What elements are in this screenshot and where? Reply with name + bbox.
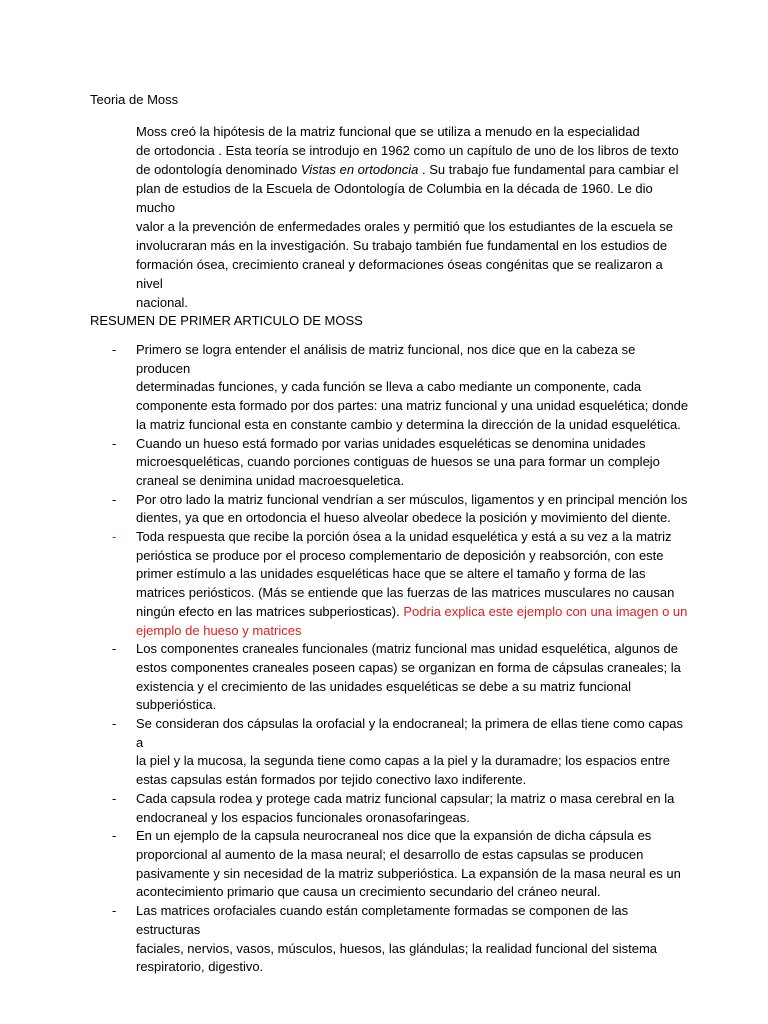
review-comment: Podria explica este ejemplo con una imagen o un ejemplo de hueso y matrices [136, 603, 688, 638]
bullet-text: En un ejemplo de la capsula neurocraneal nos dice que la expansión de dicha cápsula es proporcional al aumento de la masa neural; el desarrollo de estas capsulas se producen pasivamente y sin necesidad de la matriz subperióstica. La expansión de la masa neural es un acontecimiento primario que causa un crecimiento secundario del cráneo neural. [136, 828, 681, 900]
list-item [90, 640, 690, 715]
bullet-text: Primero se logra entender el análisis de matriz funcional, nos dice que en la cabeza se producen determinadas funciones, y cada función se lleva a cabo mediante un componente, cada componente esta formado por dos partes: una matriz funcional y una unidad esquelética; donde la matriz funcional esta en constante cambio y determina la dirección de la unidad esquelética. [136, 342, 689, 432]
list-item-commented [90, 528, 690, 640]
bullet-dash: - [112, 790, 117, 806]
list-item [90, 827, 690, 902]
list-item [90, 435, 690, 491]
intro-line-3-end: . Su trabajo fue fundamental para cambiar el [418, 162, 679, 177]
bullet-text: Se consideran dos cápsulas la orofacial y la endocraneal; la primera de ellas tiene como capas a la piel y la mucosa, la segunda tiene como capas a la piel y la duramadre; los espacios entre estas capsulas están formados por tejido conectivo laxo indiferente. [136, 716, 684, 788]
summary-list [90, 341, 690, 977]
list-item [90, 715, 690, 790]
bullet-text: Los componentes craneales funcionales (matriz funcional mas unidad esquelética, algunos de estos componentes craneales poseen capas) se organizan en forma de cápsulas craneales; la existencia y el crecimiento de las unidades esqueléticas se debe a su matriz funcional subperióstica. [136, 641, 681, 713]
bullet-text: Cada capsula rodea y protege cada matriz funcional capsular; la matriz o masa cerebral en la endocraneal y los espacios funcionales oronasofaringeas. [136, 790, 675, 825]
bullet-dash: - [112, 529, 117, 545]
list-item [90, 491, 690, 528]
bullet-text: Por otro lado la matriz funcional vendrían a ser músculos, ligamentos y en principal mención los dientes, ya que en ortodoncia el hueso alveolar obedece la posición y movimiento del diente. [136, 491, 688, 526]
intro-line-3-start: de odontología denominado [136, 162, 301, 177]
bullet-dash: - [112, 716, 117, 732]
intro-line-2: de ortodoncia . Esta teoría se introdujo en 1962 como un capítulo de uno de los libros de texto [136, 143, 679, 158]
bullet-text: Las matrices orofaciales cuando están completamente formadas se componen de las estructuras faciales, nervios, vasos, músculos, huesos, las glándulas; la realidad funcional del sistema respiratorio, digestivo. [136, 903, 657, 975]
intro-line-1: Moss creó la hipótesis de la matriz funcional que se utiliza a menudo en la especialidad [136, 124, 640, 139]
intro-paragraph [136, 122, 681, 312]
bullet-dash: - [112, 435, 117, 451]
intro-remaining-lines: plan de estudios de la Escuela de Odontología de Columbia en la década de 1960. Le dio mucho valor a la prevención de enfermedades orales y permitió que los estudiantes de la escuela se involucraran más en la investigación. Su trabajo también fue fundamental en los estudios de formación ósea, crecimiento craneal y deformaciones óseas congénitas que se realizaron a nivel nacional. [136, 181, 673, 310]
list-item [90, 341, 690, 435]
bullet-dash: - [112, 641, 117, 657]
bullet-dash: - [112, 828, 117, 844]
bullet-text: Cuando un hueso está formado por varias unidades esqueléticas se denomina unidades microesqueléticas, cuando porciones contiguas de huesos se una para formar un complejo craneal se denimina unidad macroesqueletica. [136, 435, 660, 488]
bullet-dash: - [112, 342, 117, 357]
list-item [90, 790, 690, 827]
section-title: RESUMEN DE PRIMER ARTICULO DE MOSS [90, 313, 363, 328]
bullet-dash: - [112, 903, 117, 919]
book-title: Vistas en ortodoncia [300, 162, 419, 177]
bullet-dash: - [112, 491, 117, 507]
bullet-text: Toda respuesta que recibe la porción ósea a la unidad esquelética y está a su vez a la matriz perióstica se produce por el proceso complementario de deposición y reabsorción, con este primer estímulo a las unidades esqueléticas hace que se altere el tamaño y forma de las matrices periósticos. (Más se entiende que las fuerzas de las matrices musculares no causan ningún efecto en las matrices subperiosticas). [136, 529, 675, 619]
list-item [90, 902, 690, 977]
document-title: Teoria de Moss [90, 92, 179, 107]
